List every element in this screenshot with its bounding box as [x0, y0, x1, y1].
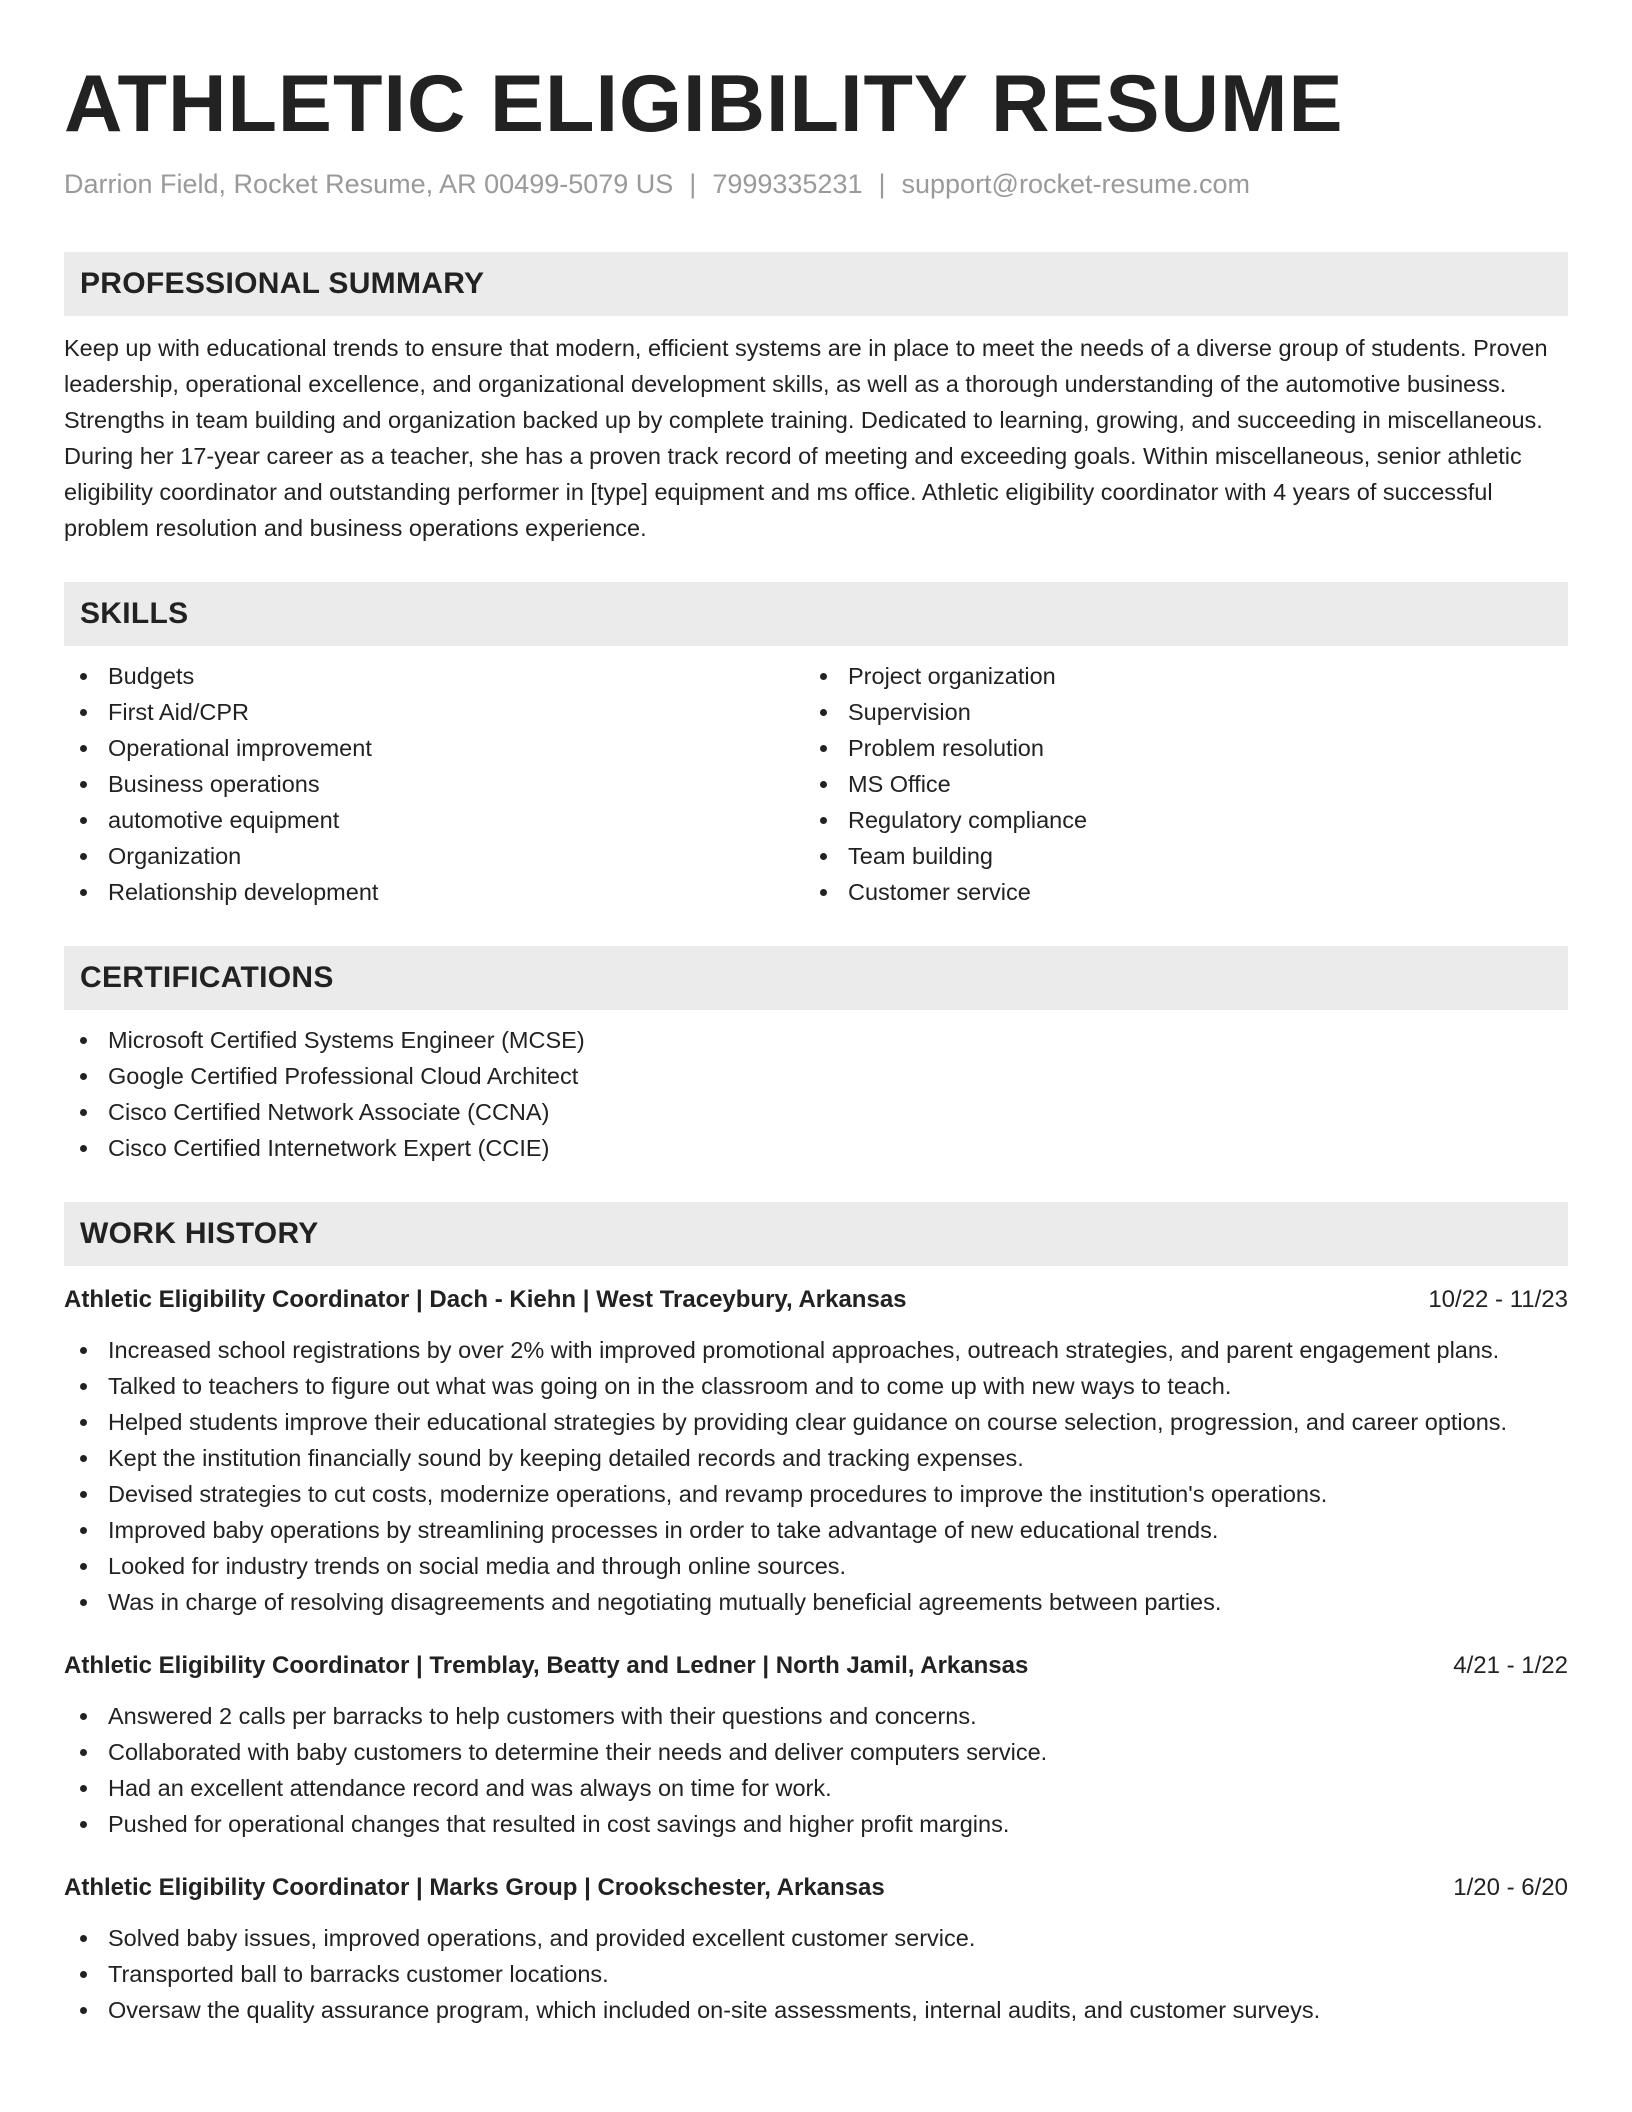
job-bullet: Talked to teachers to figure out what was going on in the classroom and to come up with new ways to teach. [64, 1368, 1568, 1404]
skill-item: Customer service [804, 874, 1544, 910]
skills-column-right [804, 658, 1544, 910]
skill-item: Team building [804, 838, 1544, 874]
job-bullets [64, 1332, 1568, 1620]
job-bullet: Solved baby issues, improved operations, and provided excellent customer service. [64, 1920, 1568, 1956]
skill-item: Problem resolution [804, 730, 1544, 766]
resume-title: ATHLETIC ELIGIBILITY RESUME [64, 59, 1344, 149]
job-bullet: Oversaw the quality assurance program, which included on-site assessments, internal audits, and customer surveys. [64, 1992, 1568, 2028]
certification-item: Cisco Certified Network Associate (CCNA) [64, 1094, 1568, 1130]
section-heading-certifications: CERTIFICATIONS [64, 946, 1568, 1010]
job-dates: 4/21 - 1/22 [1453, 1652, 1568, 1679]
section-heading-skills: SKILLS [64, 582, 1568, 646]
job-title: Athletic Eligibility Coordinator | Marks Group | Crookschester, Arkansas [64, 1874, 885, 1901]
job-bullet: Helped students improve their educational strategies by providing clear guidance on course selection, progression, and career options. [64, 1404, 1568, 1440]
job-title: Athletic Eligibility Coordinator | Dach - Kiehn | West Traceybury, Arkansas [64, 1286, 907, 1313]
section-heading-summary: PROFESSIONAL SUMMARY [64, 252, 1568, 316]
job-dates: 10/22 - 11/23 [1428, 1286, 1568, 1313]
job-bullet: Pushed for operational changes that resulted in cost savings and higher profit margins. [64, 1806, 1568, 1842]
job-bullet: Collaborated with baby customers to determine their needs and deliver computers service. [64, 1734, 1568, 1770]
skill-item: Project organization [804, 658, 1544, 694]
skill-item: Regulatory compliance [804, 802, 1544, 838]
contact-address: Darrion Field, Rocket Resume, AR 00499-5079 US [64, 169, 674, 199]
job-header [64, 1648, 1568, 1684]
skill-item: First Aid/CPR [64, 694, 804, 730]
certifications-list [64, 1022, 1568, 1166]
job-dates: 1/20 - 6/20 [1453, 1874, 1568, 1901]
job-entry [64, 1282, 1568, 1620]
contact-line [64, 166, 1568, 202]
job-bullet: Improved baby operations by streamlining processes in order to take advantage of new educational trends. [64, 1512, 1568, 1548]
job-bullets [64, 1920, 1568, 2028]
section-heading-work-history: WORK HISTORY [64, 1202, 1568, 1266]
skill-item: MS Office [804, 766, 1544, 802]
job-bullet: Looked for industry trends on social media and through online sources. [64, 1548, 1568, 1584]
summary-text: Keep up with educational trends to ensure that modern, efficient systems are in place to meet the needs of a diverse group of students. Proven leadership, operational excellence, and organizational development skills, as well as a thorough understanding of the automotive business. Strengths in team building and organization backed up by complete training. Dedicated to learning, growing, and succeeding in miscellaneous. During her 17-year career as a teacher, she has a proven track record of meeting and exceeding goals. Within miscellaneous, senior athletic eligibility coordinator and outstanding performer in [type] equipment and ms office. Athletic eligibility coordinator with 4 years of successful problem resolution and business operations experience. [64, 335, 1548, 541]
job-bullets [64, 1698, 1568, 1842]
job-bullet: Was in charge of resolving disagreements and negotiating mutually beneficial agreements between parties. [64, 1584, 1568, 1620]
contact-separator: | [878, 169, 886, 199]
skill-item: Business operations [64, 766, 804, 802]
job-entry [64, 1648, 1568, 1842]
job-header [64, 1282, 1568, 1318]
skill-item: Relationship development [64, 874, 804, 910]
contact-phone: 7999335231 [712, 169, 863, 199]
job-bullet: Answered 2 calls per barracks to help customers with their questions and concerns. [64, 1698, 1568, 1734]
certification-item: Microsoft Certified Systems Engineer (MCSE) [64, 1022, 1568, 1058]
skill-item: Budgets [64, 658, 804, 694]
skills-list [64, 646, 1568, 910]
skill-item: Supervision [804, 694, 1544, 730]
certification-item: Cisco Certified Internetwork Expert (CCIE) [64, 1130, 1568, 1166]
skill-item: automotive equipment [64, 802, 804, 838]
job-bullet: Devised strategies to cut costs, modernize operations, and revamp procedures to improve the institution's operations. [64, 1476, 1568, 1512]
contact-separator: | [689, 169, 697, 199]
skills-column-left [64, 658, 804, 910]
skill-item: Operational improvement [64, 730, 804, 766]
skill-item: Organization [64, 838, 804, 874]
contact-email[interactable]: support@rocket-resume.com [901, 169, 1251, 199]
job-bullet: Increased school registrations by over 2% with improved promotional approaches, outreach strategies, and parent engagement plans. [64, 1332, 1568, 1368]
job-header [64, 1870, 1568, 1906]
job-title: Athletic Eligibility Coordinator | Tremblay, Beatty and Ledner | North Jamil, Arkansas [64, 1652, 1029, 1679]
job-entry [64, 1870, 1568, 2028]
job-bullet: Kept the institution financially sound by keeping detailed records and tracking expenses. [64, 1440, 1568, 1476]
job-bullet: Had an excellent attendance record and was always on time for work. [64, 1770, 1568, 1806]
certification-item: Google Certified Professional Cloud Architect [64, 1058, 1568, 1094]
job-bullet: Transported ball to barracks customer locations. [64, 1956, 1568, 1992]
